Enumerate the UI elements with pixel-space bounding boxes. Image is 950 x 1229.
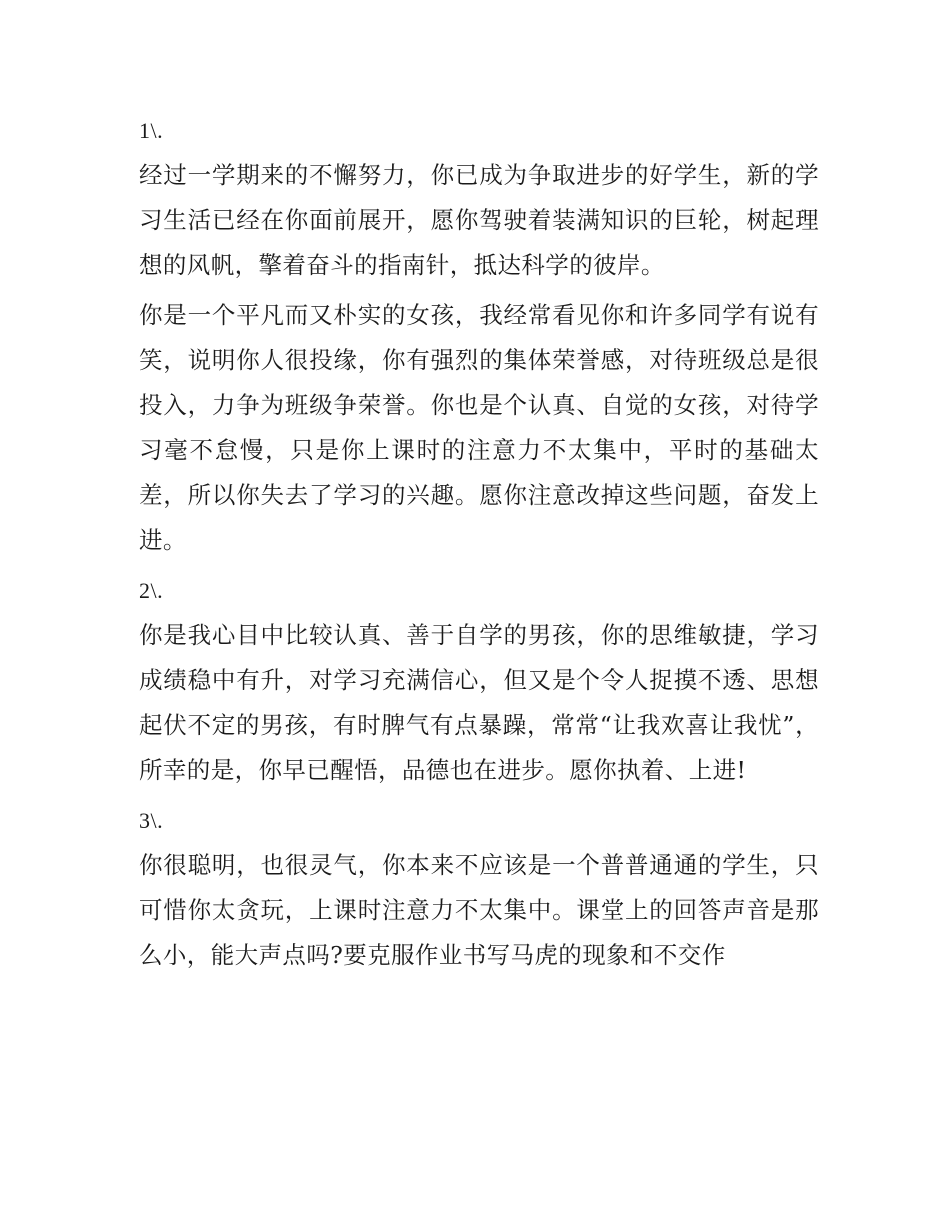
section-1 — [139, 108, 819, 563]
section-3 — [139, 798, 819, 978]
paragraph: 你很聪明，也很灵气，你本来不应该是一个普普通通的学生，只可惜你太贪玩，上课时注意力不太集中。课堂上的回答声音是那么小，能大声点吗?要克服作业书写马虎的现象和不交作 — [139, 851, 819, 969]
section-label: 3\. — [139, 808, 164, 833]
section-2 — [139, 568, 819, 793]
section-label: 2\. — [139, 578, 164, 603]
section-label: 1\. — [139, 118, 164, 143]
document-body — [139, 108, 819, 983]
paragraph: 经过一学期来的不懈努力，你已成为争取进步的好学生，新的学习生活已经在你面前展开，愿你驾驶着装满知识的巨轮，树起理想的风帆，擎着奋斗的指南针，抵达科学的彼岸。 — [139, 161, 819, 279]
paragraph: 你是一个平凡而又朴实的女孩，我经常看见你和许多同学有说有笑，说明你人很投缘，你有强烈的集体荣誉感，对待班级总是很投入，力争为班级争荣誉。你也是个认真、自觉的女孩，对待学习毫不怠慢，只是你上课时的注意力不太集中，平时的基础太差，所以你失去了学习的兴趣。愿你注意改掉这些问题，奋发上进。 — [139, 301, 819, 554]
paragraph: 你是我心目中比较认真、善于自学的男孩，你的思维敏捷，学习成绩稳中有升，对学习充满信心，但又是个令人捉摸不透、思想起伏不定的男孩，有时脾气有点暴躁，常常“让我欢喜让我忧”，所幸的是，你早已醒悟，品德也在进步。愿你执着、上进! — [139, 621, 819, 784]
